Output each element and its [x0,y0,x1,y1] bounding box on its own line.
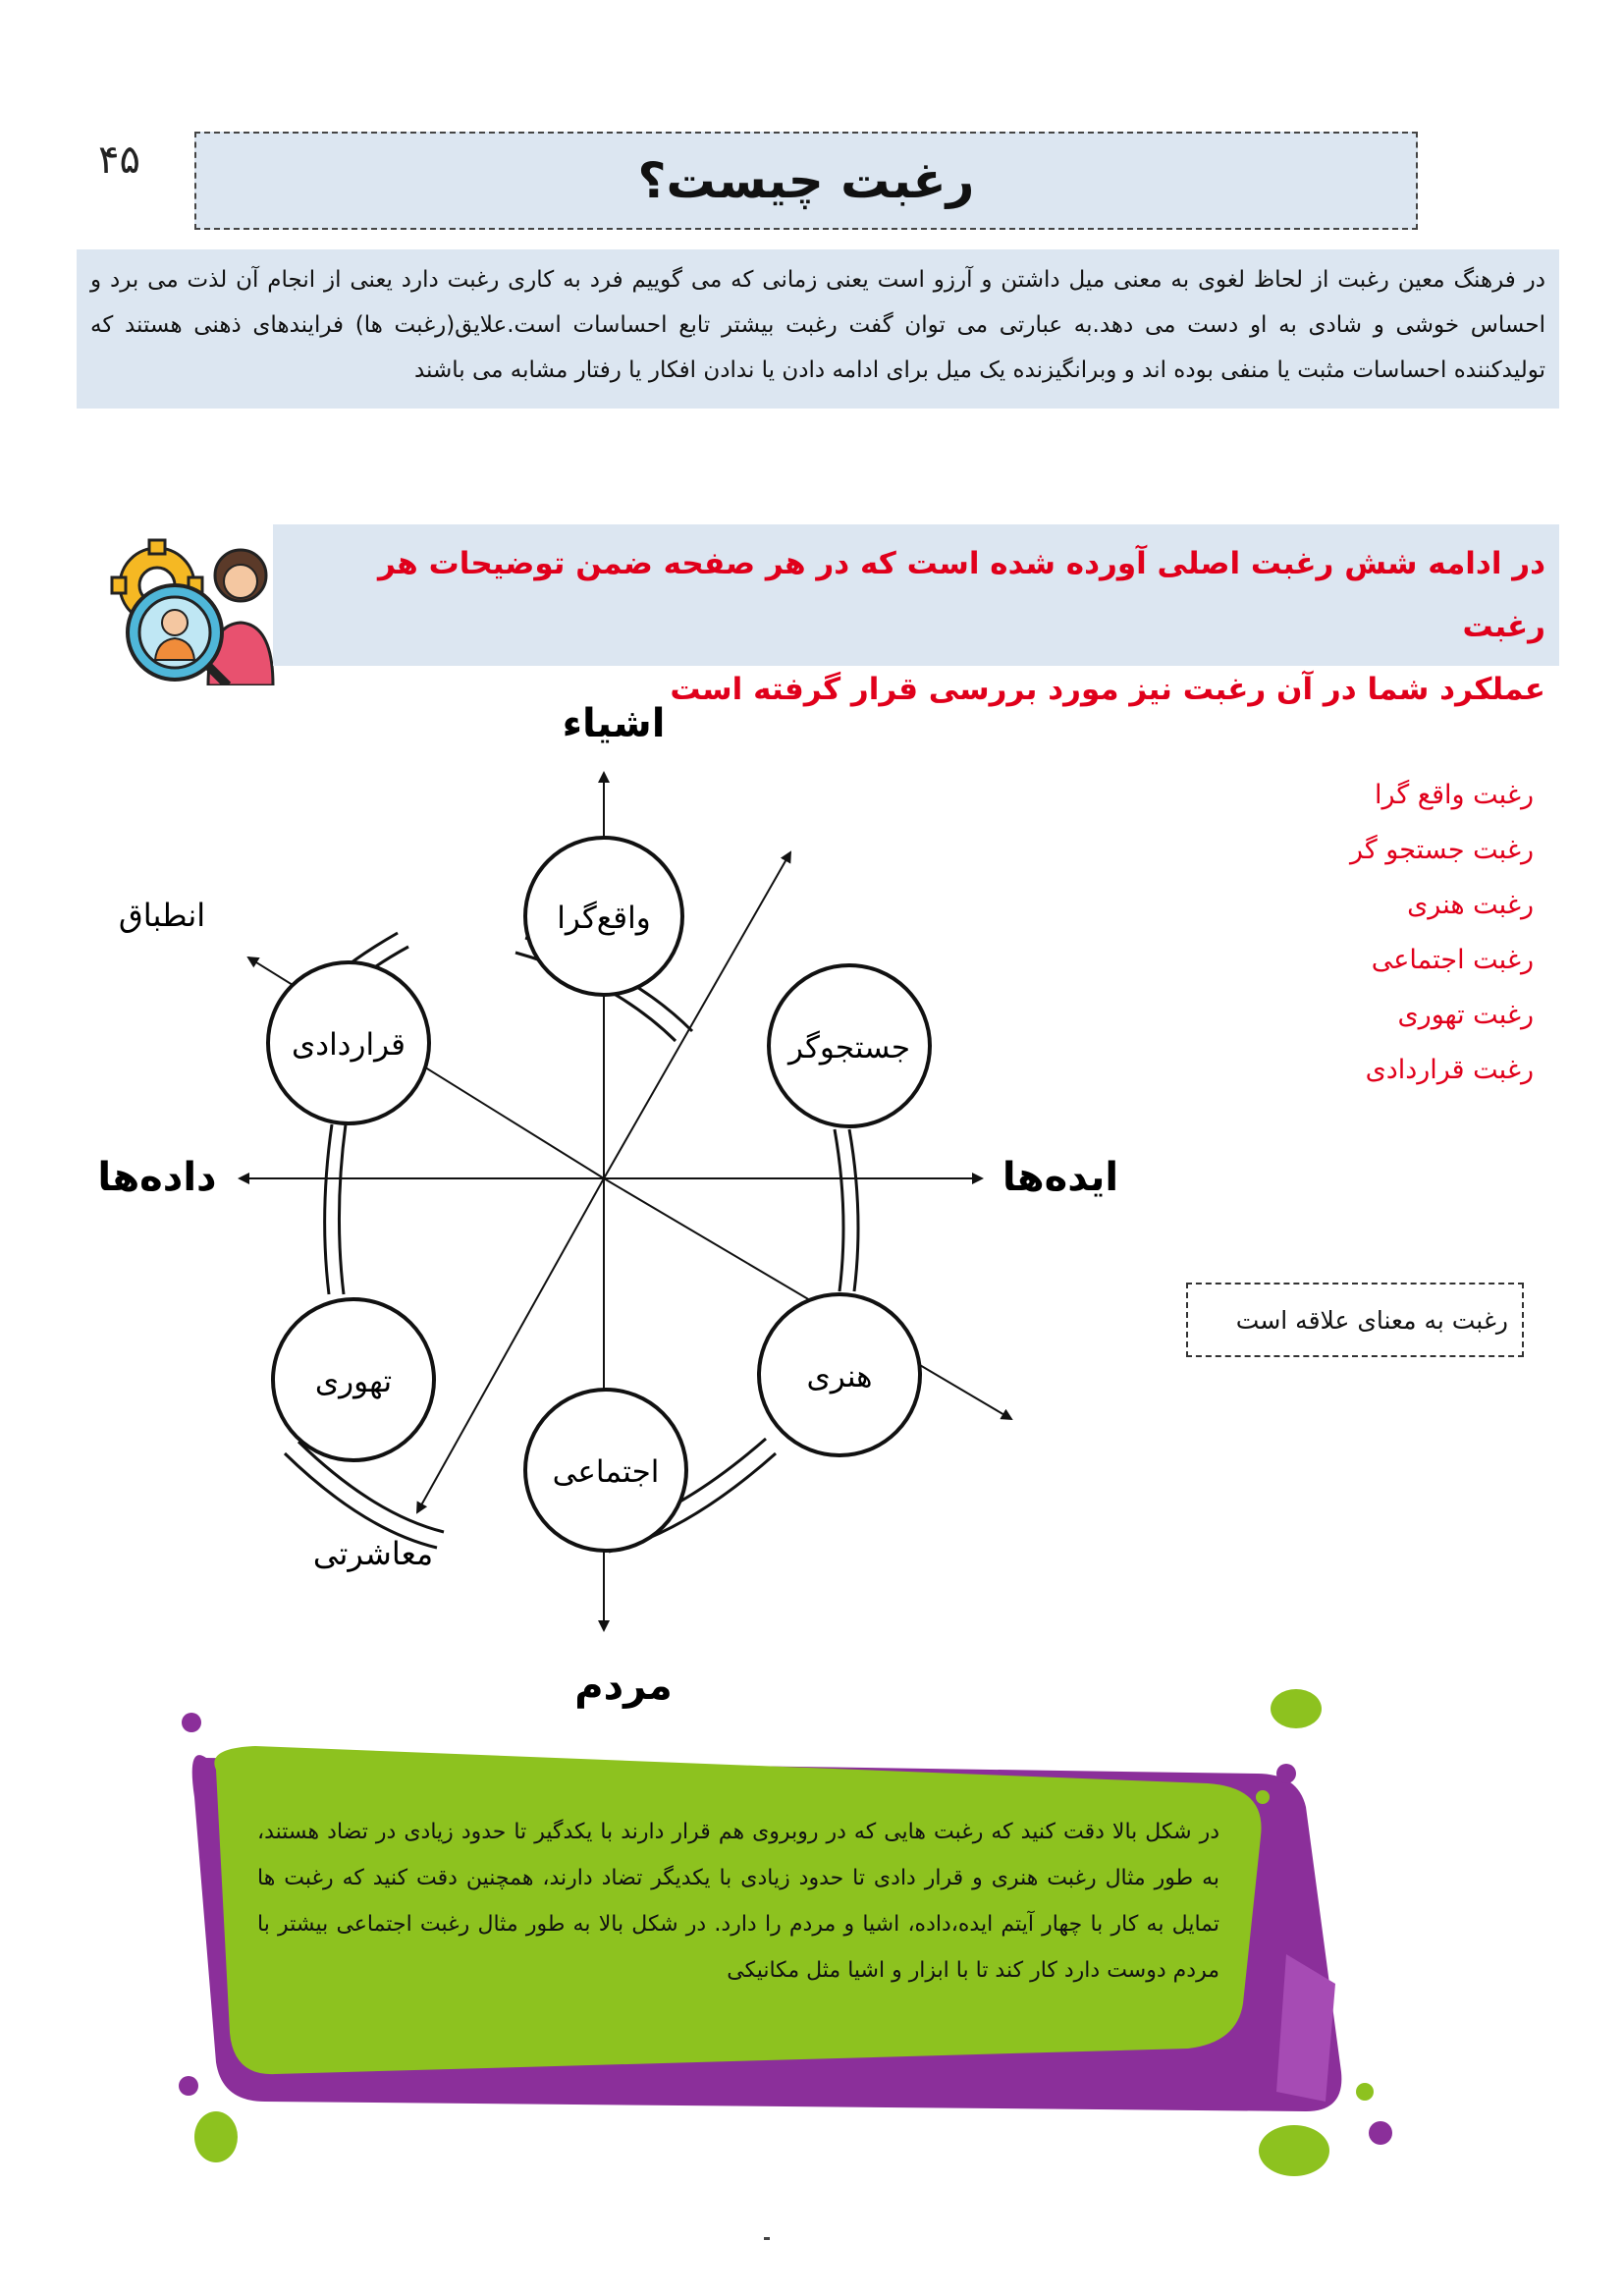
list-item: رغبت قراردادی [1365,1055,1534,1085]
decor-dot [182,1713,201,1732]
node-realistic [525,838,682,995]
interest-hexagon-diagram [59,687,1159,1719]
definition-note-text: رغبت به معنای علاقه است [1235,1305,1508,1335]
node-social [525,1390,686,1551]
node-enterprising-label: تهوری [314,1364,393,1399]
axis-label-people: مردم [574,1664,673,1709]
decor-dot [1276,1764,1296,1783]
highlight-box [273,524,1559,707]
decor-dot [1259,2125,1329,2176]
node-conventional-label: قراردادی [292,1027,406,1063]
page-title: رغبت چیست؟ [637,152,975,209]
title-box [194,132,1418,230]
node-investigative-label: جستجوگر [787,1030,911,1066]
axis-label-things: اشیاء [562,701,666,746]
decor-dot [179,2076,198,2096]
highlight-line-2: عملکرد شما در آن رغبت نیز مورد بررسی قرار گرفته است [670,672,1545,707]
list-item: رغبت واقع گرا [1374,780,1534,810]
definition-note [1186,1283,1524,1357]
decor-dot [1256,1790,1270,1804]
interest-list [1276,768,1534,1098]
intro-paragraph: در فرهنگ معین رغبت از لحاظ لغوی به معنی میل داشتن و آرزو است یعنی زمانی که می گوییم فرد به کاری رغبت دارد یعنی از انجام آن لذت می برد و احساس خوشی و شادی به او دست می دهد.به عبارتی می توان گفت رغبت بیشتر تابع احساسات است.علایق(رغبت ها) فرایندهای ذهنی هستند که تولیدکننده احساسات مثبت یا منفی بوده اند و وبرانگیزنده یک میل برای ادامه دادن یا ندادن افکار یا رفتار مشابه می باشند [77,249,1559,409]
node-artistic-label: هنری [806,1359,873,1394]
footer-paragraph: در شکل بالا دقت کنید که رغبت هایی که در روبروی هم قرار دارند با یکدگیر تا حدود زیادی در تضاد هستند، به طور مثال رغبت هنری و قرار دادی تا حدود زیادی با یکدیگر تضاد دارند، همچنین دقت کنید که رغبت ها تمایل به کار با چهار آیتم ایده،داده، اشیا و مردم را دارد. در شکل بالا به طور مثال رغبت اجتماعی بیشتر با مردم دوست دارد کار کند تا با ابزار و اشیا مثل مکانیکی [257,1820,1219,1983]
node-social-label: اجتماعی [552,1454,660,1490]
diag-label-adaptation: انطباق [118,897,206,934]
list-item: رغبت اجتماعی [1371,945,1534,975]
decor-dot [194,2111,238,2162]
node-enterprising [273,1299,434,1460]
axis-label-ideas: ایده‌ها [1001,1155,1119,1200]
page-mark [764,2237,770,2240]
list-item: رغبت هنری [1407,890,1534,920]
decor-dot [1271,1689,1322,1728]
people-magnifier-icon [98,538,275,685]
node-realistic-label: واقع‌گرا [557,901,651,936]
diag-label-sociable: معاشرتی [312,1535,434,1572]
node-conventional [268,962,429,1123]
magnifier-icon [128,585,228,685]
decor-dot [1356,2083,1374,2101]
axis-label-data: داده‌ها [97,1155,217,1200]
node-investigative [769,965,930,1126]
node-artistic [759,1294,920,1455]
list-item: رغبت جستجو گر [1349,835,1534,865]
list-item: رغبت تهوری [1397,1000,1534,1030]
highlight-line-1: در ادامه شش رغبت اصلی آورده شده است که در هر صفحه ضمن توضیحات هر رغبت [378,546,1545,644]
page-number: ۴۵ [98,137,140,183]
decor-dot [1369,2121,1392,2145]
